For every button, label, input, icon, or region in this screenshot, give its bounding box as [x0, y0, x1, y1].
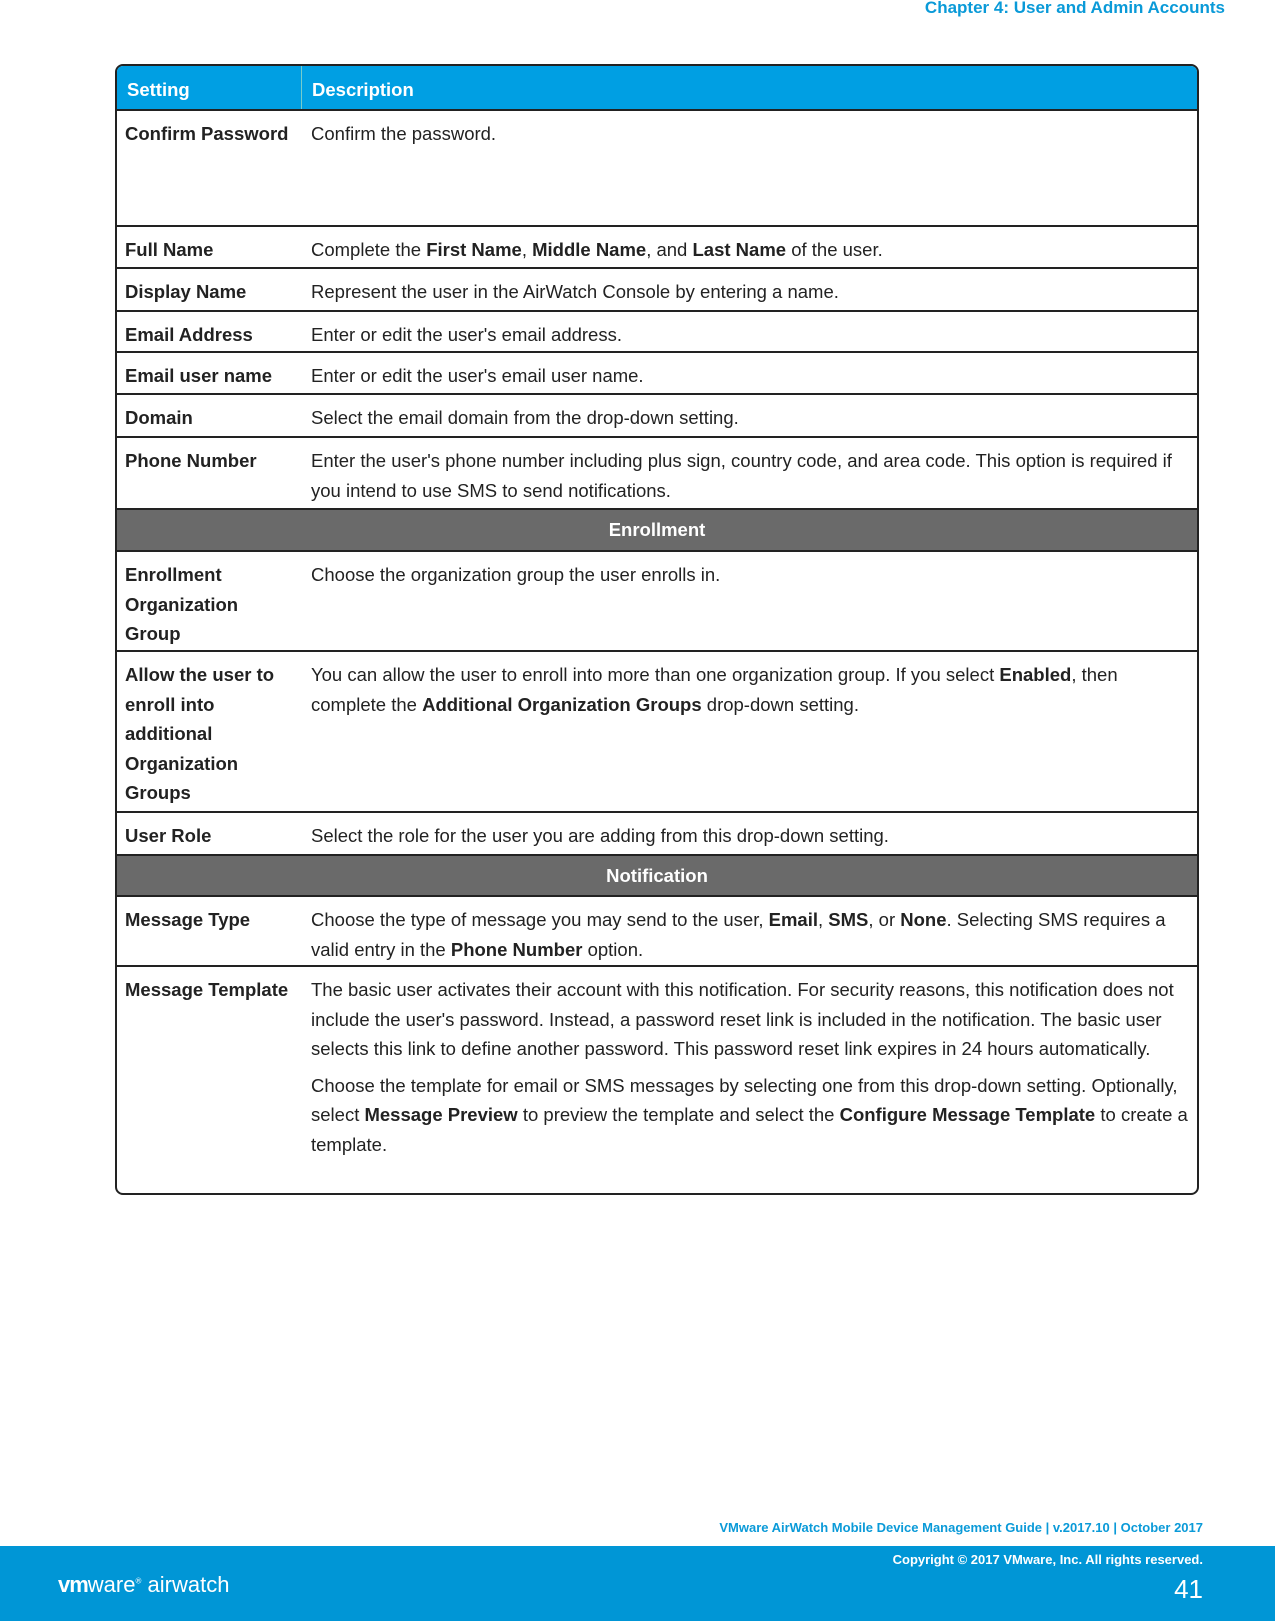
table-row — [117, 895, 1197, 965]
table-row — [117, 109, 1197, 225]
copyright: Copyright © 2017 VMware, Inc. All rights reserved. — [892, 1552, 1203, 1567]
setting-name: Allow the user to enroll into additional Organization Groups — [125, 664, 275, 803]
setting-description: Choose the organization group the user enrolls in. — [311, 564, 721, 585]
setting-name: Phone Number — [125, 450, 257, 471]
setting-description: Enter the user's phone number including plus sign, country code, and area code. This option is required if you intend to use SMS to send notifications. — [311, 450, 1172, 501]
setting-name: Email Address — [125, 324, 253, 345]
setting-name: User Role — [125, 825, 212, 846]
page-number: 41 — [1174, 1574, 1203, 1604]
setting-description: The basic user activates their account with this notification. For security reasons, this notification does not include the user's password. Instead, a password reset link is included in the notification. The basic user selects this link to define another password. This password reset link expires in 24 hours automatically. Choose the template for email or SMS messages by selecting one from this drop-down setting. Optionally, select Message Preview to preview the template and select the Configure Message Template to create a template. — [311, 979, 1188, 1155]
setting-name: Message Type — [125, 909, 251, 930]
table-row — [117, 310, 1197, 351]
section-header: Enrollment — [117, 508, 1197, 550]
table-row — [117, 650, 1197, 811]
column-header-description: Description — [312, 79, 414, 100]
table-row — [117, 225, 1197, 267]
setting-name: Email user name — [125, 365, 273, 386]
guide-title: VMware AirWatch Mobile Device Management Guide | v.2017.10 | October 2017 — [719, 1520, 1203, 1535]
setting-name: Full Name — [125, 239, 214, 260]
setting-description: Represent the user in the AirWatch Console by entering a name. — [311, 281, 839, 302]
setting-name: Display Name — [125, 281, 247, 302]
setting-description: Select the role for the user you are adding from this drop-down setting. — [311, 825, 889, 846]
settings-table — [115, 64, 1199, 1195]
chapter-heading: Chapter 4: User and Admin Accounts — [924, 0, 1225, 17]
column-header-setting: Setting — [117, 66, 302, 109]
setting-description: You can allow the user to enroll into more than one organization group. If you select Enabled, then complete the Additional Organization Groups drop-down setting. — [311, 664, 1118, 715]
setting-description: Confirm the password. — [311, 123, 497, 144]
table-row — [117, 393, 1197, 436]
setting-description: Choose the type of message you may send to the user, Email, SMS, or None. Selecting SMS requires a valid entry in the Phone Number option. — [311, 909, 1166, 960]
footer-band — [0, 1546, 1275, 1621]
setting-description: Complete the First Name, Middle Name, and Last Name of the user. — [311, 239, 883, 260]
table-row — [117, 965, 1197, 1193]
table-row — [117, 351, 1197, 393]
section-header: Notification — [117, 854, 1197, 895]
vmware-airwatch-logo: vmware® airwatch — [58, 1572, 230, 1597]
setting-name: Domain — [125, 407, 193, 428]
setting-name: Confirm Password — [125, 123, 289, 144]
setting-description: Enter or edit the user's email address. — [311, 324, 622, 345]
table-row — [117, 550, 1197, 650]
table-row — [117, 811, 1197, 854]
setting-description: Select the email domain from the drop-down setting. — [311, 407, 739, 428]
setting-name: Enrollment Organization Group — [125, 564, 239, 644]
table-row — [117, 267, 1197, 310]
table-header — [117, 66, 1197, 109]
table-row — [117, 436, 1197, 508]
setting-name: Message Template — [125, 979, 289, 1000]
setting-description: Enter or edit the user's email user name. — [311, 365, 644, 386]
